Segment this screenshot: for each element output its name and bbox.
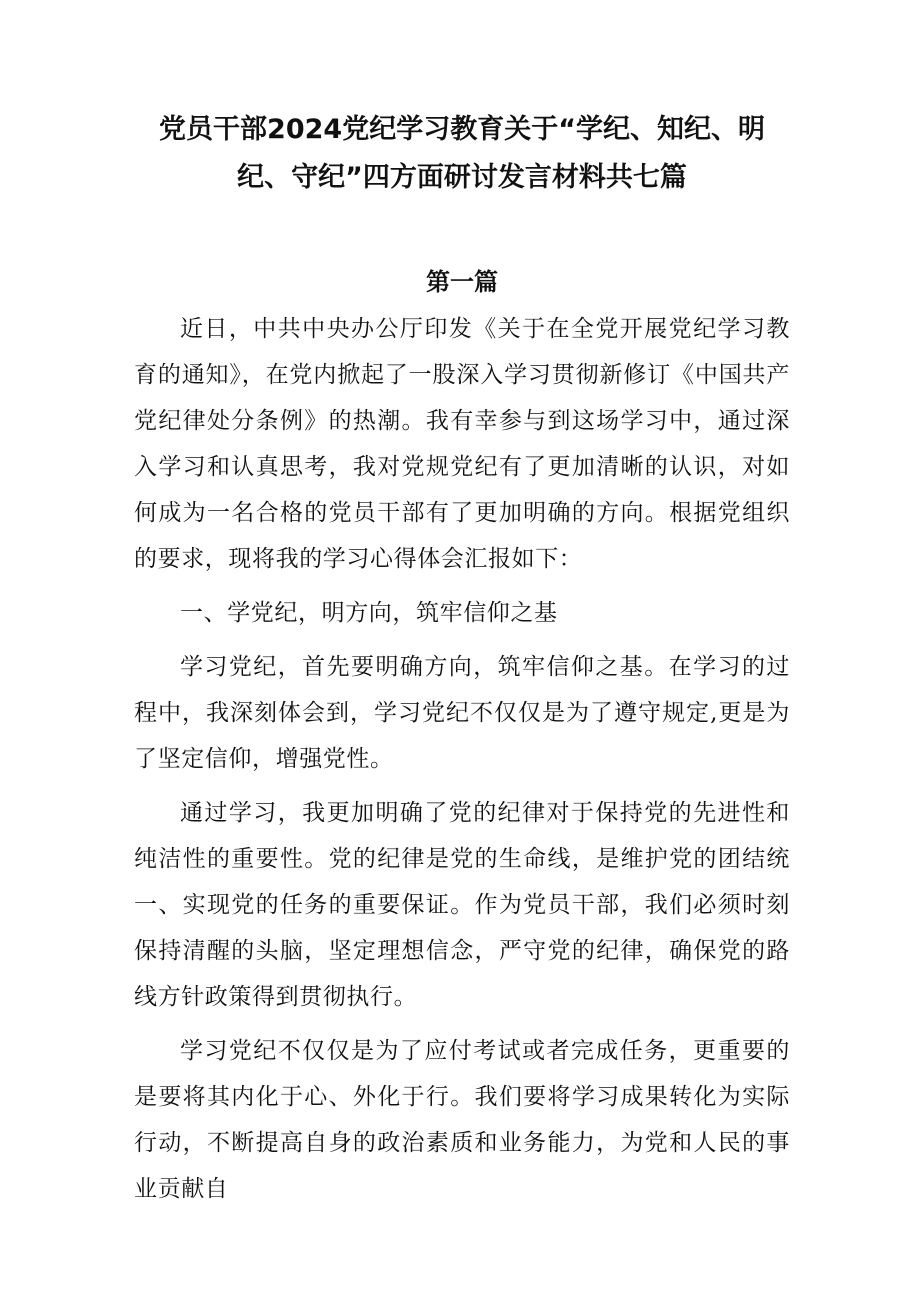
paragraph-body-3: 学习党纪不仅仅是为了应付考试或者完成任务，更重要的是要将其内化于心、外化于行。我们要将学习成果转化为实际行动，不断提高自身的政治素质和业务能力，为党和人民的事业贡献自 [134, 1038, 790, 1202]
document-title: 党员干部2024党纪学习教育关于“学纪、知纪、明纪、守纪”四方面研讨发言材料共七篇 [159, 114, 765, 193]
section-title: 第一篇 [426, 268, 498, 296]
paragraph-heading-1: 一、学党纪，明方向，筑牢信仰之基 [180, 600, 558, 626]
paragraph-body-1: 学习党纪，首先要明确方向，筑牢信仰之基。在学习的过程中，我深刻体会到，学习党纪不仅仅是为了遵守规定,更是为了坚定信仰，增强党性。 [134, 654, 790, 772]
paragraph-body-2: 通过学习，我更加明确了党的纪律对于保持党的先进性和纯洁性的重要性。党的纪律是党的生命线，是维护党的团结统一、实现党的任务的重要保证。作为党员干部，我们必须时刻保持清醒的头脑，坚定理想信念，严守党的纪律，确保党的路线方针政策得到贯彻执行。 [134, 800, 790, 1010]
paragraph-intro: 近日，中共中央办公厅印发《关于在全党开展党纪学习教育的通知》，在党内掀起了一股深入学习贯彻新修订《中国共产党纪律处分条例》的热潮。我有幸参与到这场学习中，通过深入学习和认真思考，我对党规党纪有了更加清晰的认识，对如何成为一名合格的党员干部有了更加明确的方向。根据党组织的要求，现将我的学习心得体会汇报如下： [134, 316, 790, 572]
